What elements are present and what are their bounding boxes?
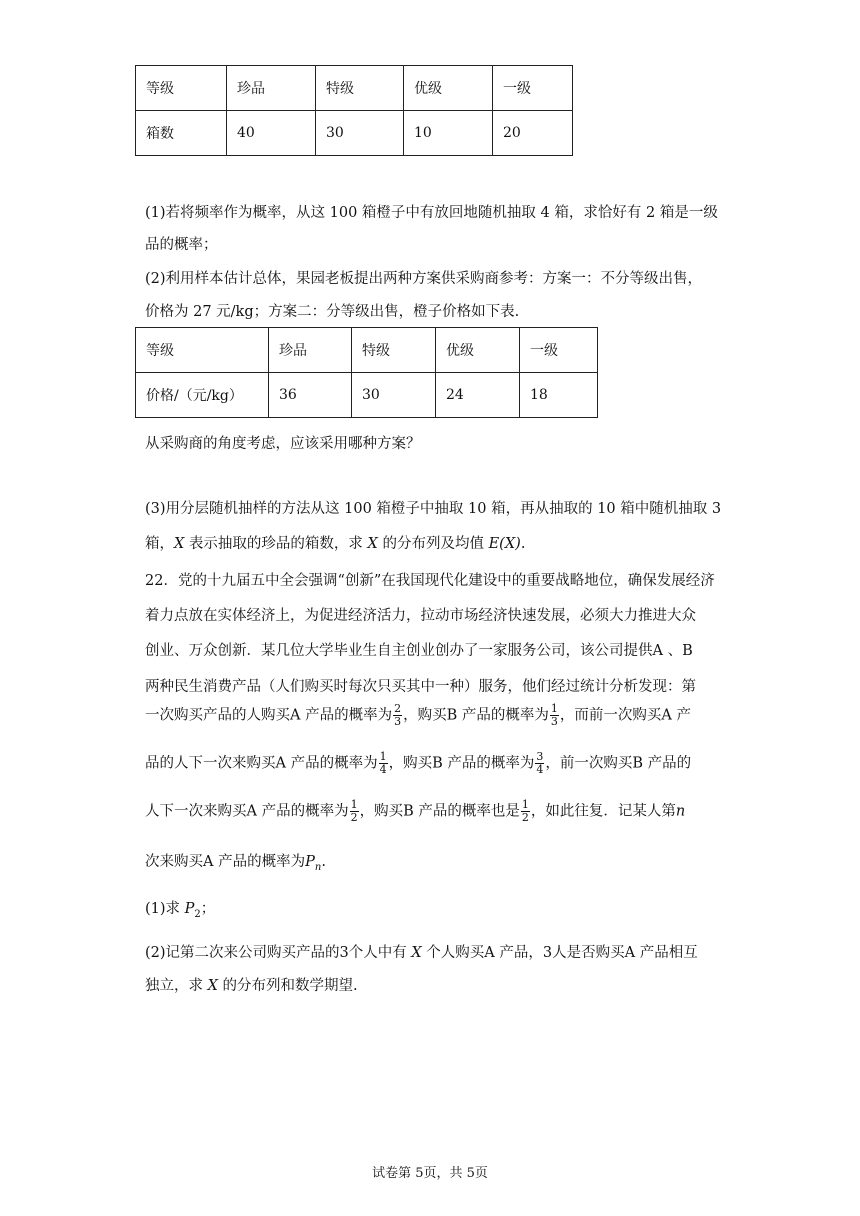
table-cell: 20 bbox=[493, 111, 573, 156]
expectation-ex: E(X) bbox=[488, 536, 521, 552]
var-p: P bbox=[184, 901, 195, 917]
q21-part2-line2: 价格为 27 元/kg；方案二：分等级出售，橙子价格如下表. bbox=[145, 304, 520, 320]
q22-line3: 创业、万众创新．某几位大学毕业生自主创业创办了一家服务公司，该公司提供A 、B bbox=[145, 643, 693, 659]
q21-part1-line2: 品的概率； bbox=[145, 237, 218, 253]
text-run: ，而前一次购买A 产 bbox=[559, 707, 691, 724]
text-run: . bbox=[321, 854, 326, 870]
table-cell: 30 bbox=[316, 111, 404, 156]
q22-line7 bbox=[145, 799, 685, 824]
denominator: 2 bbox=[521, 811, 529, 824]
var-x: X bbox=[367, 536, 378, 552]
var-p: P bbox=[305, 854, 315, 870]
table-cell: 40 bbox=[227, 111, 316, 156]
text-run: 独立，求 bbox=[145, 978, 208, 994]
table-cell: 珍品 bbox=[269, 328, 352, 373]
table-cell: 30 bbox=[352, 373, 436, 418]
table-row bbox=[136, 111, 573, 156]
text-run: 次来购买A 产品的概率为 bbox=[145, 854, 306, 870]
denominator: 3 bbox=[394, 715, 402, 728]
text-run: (1)求 bbox=[145, 901, 185, 917]
q22-line5 bbox=[145, 703, 691, 728]
text-run: 人下一次来购买A 产品的概率为 bbox=[145, 803, 349, 820]
table-cell: 价格/（元/kg） bbox=[136, 373, 269, 418]
q21-after-table: 从采购商的角度考虑，应该采用哪种方案？ bbox=[145, 436, 421, 452]
subscript: n bbox=[314, 862, 322, 873]
text-run: 一次购买产品的人购买A 产品的概率为 bbox=[145, 707, 393, 724]
q21-part1-line1: (1)若将频率作为概率，从这 100 箱橙子中有放回地随机抽取 4 箱，求恰好有 2 箱是一级 bbox=[145, 205, 718, 221]
fraction bbox=[550, 703, 559, 728]
grade-price-table bbox=[135, 327, 598, 418]
fraction bbox=[379, 751, 388, 776]
grade-count-table bbox=[135, 65, 573, 156]
numerator: 1 bbox=[550, 702, 558, 715]
table-cell: 一级 bbox=[520, 328, 598, 373]
text-run: 的分布列和数学期望. bbox=[217, 978, 358, 994]
numerator: 1 bbox=[350, 798, 358, 811]
page-footer: 试卷第 5页，共 5页 bbox=[372, 1166, 488, 1181]
numerator: 3 bbox=[536, 750, 544, 763]
text-run: 个人购买A 产品，3人是否购买A 产品相互 bbox=[421, 945, 698, 961]
text-run: (2)记第二次来公司购买产品的3个人中有 bbox=[145, 945, 412, 961]
text-run: 品的人下一次来购买A 产品的概率为 bbox=[145, 755, 378, 772]
fraction bbox=[393, 703, 402, 728]
text-run: . bbox=[520, 536, 526, 552]
table-cell: 等级 bbox=[136, 328, 269, 373]
table-cell: 一级 bbox=[493, 66, 573, 111]
var-x: X bbox=[174, 536, 185, 552]
text-run: ，购买B 产品的概率为 bbox=[388, 755, 535, 772]
table-row bbox=[136, 373, 598, 418]
q22-part2-line2 bbox=[145, 974, 358, 995]
table-cell: 珍品 bbox=[227, 66, 316, 111]
table-cell: 10 bbox=[404, 111, 493, 156]
table-cell: 特级 bbox=[352, 328, 436, 373]
text-run: 箱， bbox=[145, 536, 174, 552]
denominator: 3 bbox=[550, 715, 558, 728]
q22-line2: 着力点放在实体经济上，为促进经济活力，拉动市场经济快速发展，必须大力推进大众 bbox=[145, 608, 696, 624]
q22-line8 bbox=[145, 850, 326, 873]
table-cell: 等级 bbox=[136, 66, 227, 111]
fraction bbox=[521, 799, 530, 824]
table-cell: 24 bbox=[436, 373, 520, 418]
table-row bbox=[136, 66, 573, 111]
subscript: 2 bbox=[194, 909, 201, 920]
text-run: ； bbox=[200, 901, 216, 917]
table-row bbox=[136, 328, 598, 373]
q22-part1 bbox=[145, 897, 215, 920]
text-run: 表示抽取的珍品的箱数，求 bbox=[184, 536, 368, 552]
q22-line6 bbox=[145, 751, 691, 776]
fraction bbox=[350, 799, 359, 824]
denominator: 2 bbox=[350, 811, 358, 824]
numerator: 1 bbox=[521, 798, 529, 811]
text-run: ，购买B 产品的概率为 bbox=[403, 707, 549, 724]
table-cell: 箱数 bbox=[136, 111, 227, 156]
text-run: ，前一次购买B 产品的 bbox=[545, 755, 692, 772]
q21-part3-line1: (3)用分层随机抽样的方法从这 100 箱橙子中抽取 10 箱，再从抽取的 10 箱中随机抽取 3 bbox=[145, 501, 722, 517]
q22-part2-line1 bbox=[145, 941, 698, 962]
table-cell: 优级 bbox=[404, 66, 493, 111]
numerator: 1 bbox=[379, 750, 387, 763]
text-run: ，购买B 产品的概率也是 bbox=[359, 803, 520, 820]
var-x: X bbox=[207, 978, 218, 994]
table-cell: 18 bbox=[520, 373, 598, 418]
var-n: n bbox=[675, 803, 686, 820]
var-x: X bbox=[411, 945, 422, 961]
numerator: 2 bbox=[394, 702, 402, 715]
q21-part3-line2 bbox=[145, 532, 525, 553]
table-cell: 36 bbox=[269, 373, 352, 418]
denominator: 4 bbox=[536, 763, 544, 776]
q21-part2-line1: (2)利用样本估计总体，果园老板提出两种方案供采购商参考：方案一：不分等级出售， bbox=[145, 271, 703, 287]
text-run: 的分布列及均值 bbox=[377, 536, 489, 552]
q22-line4: 两种民生消费产品（人们购买时每次只买其中一种）服务，他们经过统计分析发现：第 bbox=[145, 679, 696, 695]
fraction bbox=[535, 751, 544, 776]
table-cell: 特级 bbox=[316, 66, 404, 111]
table-cell: 优级 bbox=[436, 328, 520, 373]
text-run: ，如此往复．记某人第 bbox=[530, 803, 676, 820]
denominator: 4 bbox=[379, 763, 387, 776]
q22-line1: 22．党的十九届五中全会强调“创新”在我国现代化建设中的重要战略地位，确保发展经济 bbox=[145, 573, 715, 589]
